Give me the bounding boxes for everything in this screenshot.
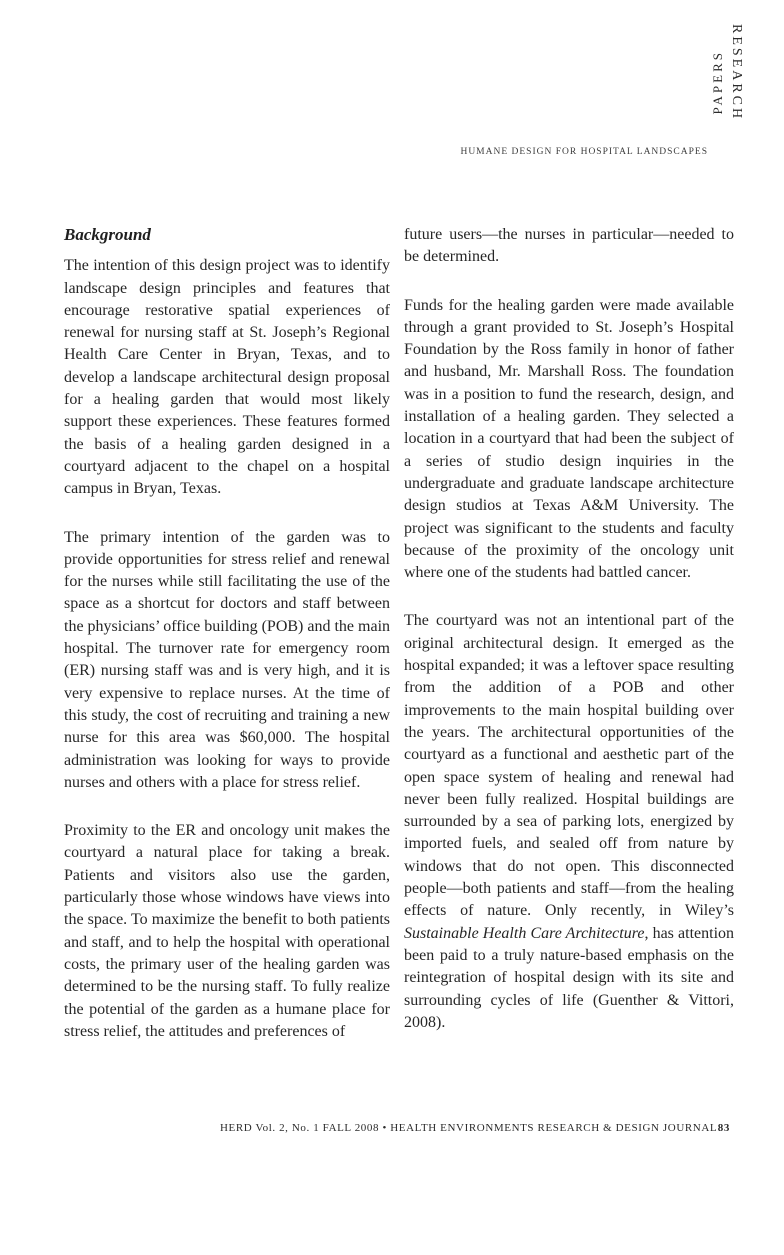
body-paragraph: future users—the nurses in particular—needed to be determined. xyxy=(404,226,734,266)
body-paragraph: The primary intention of the garden was to provide opportunities for stress relief and renewal for the nurses while still facilitating the use of the space as a shortcut for doctors and staff between the physicians’ office building (POB) and the main hospital. The turnover rate for emergency room (ER) nursing staff was and is very high, and it is very expensive to replace nurses. At the time of this study, the cost of recruiting and training a new nurse for this area was $60,000. The hospital administration was looking for ways to provide nurses and others with a place for stress relief. xyxy=(64,528,391,791)
paragraph-text: , has attention been paid to a truly nature-based emphasis on the reintegration of hospital design with its site and surrounding cycles of life (Guenther & Vittori, 2008). xyxy=(404,924,735,1031)
section-heading-background: Background xyxy=(64,225,151,244)
paragraph-text: The courtyard was not an intentional part of the original architectural design. It emerged as the hospital expanded; it was a leftover space resulting from the addition of a POB and other improvements to the main hospital building over the years. The architectural opportunities of the courtyard as a functional and aesthetic part of the open space system of healing and renewal had never been fully realized. Hospital buildings are surrounded by a sea of parking lots, energized by imported fuels, and sealed off from nature by windows that do not open. This disconnected people—both patients and staff—from the healing effects of nature. Only recently, in Wiley’s xyxy=(404,612,734,920)
body-paragraph: Funds for the healing garden were made available through a grant provided to St. Joseph’s Hospital Foundation by the Ross family in honor of father and husband, Mr. Marshall Ross. The foundation was in a position to fund the research, design, and installation of a healing garden. They selected a location in a courtyard that had been the subject of a series of studio design inquiries in the undergraduate and graduate landscape architecture design studios at Texas A&M University. The project was significant to the students and faculty because of the proximity of the oncology unit where one of the students had battled cancer. xyxy=(404,296,734,582)
body-paragraph: The intention of this design project was to identify landscape design principles and features that encourage restorative spatial experiences of renewal for nursing staff at St. Joseph’s Regional Health Care Center in Bryan, Texas, and to develop a landscape architectural design proposal for a healing garden that would most likely support these experiences. These features formed the basis of a healing garden designed in a courtyard adjacent to the chapel on a hospital campus in Bryan, Texas. xyxy=(64,257,390,498)
body-paragraph xyxy=(404,610,734,1034)
book-title-italic: Sustainable Health Care Architecture xyxy=(404,924,645,942)
left-column xyxy=(64,224,390,1043)
section-edge-tab xyxy=(710,24,744,121)
edge-tab-papers-label: PAPERS xyxy=(710,50,725,115)
running-head: HUMANE DESIGN FOR HOSPITAL LANDSCAPES xyxy=(460,147,708,157)
body-paragraph: Proximity to the ER and oncology unit makes the courtyard a natural place for taking a break. Patients and visitors also use the garden, particularly those whose windows have views into the space. To maximize the benefit to both patients and staff, and to help the hospital with operational costs, the primary user of the healing garden was determined to be the nursing staff. To fully realize the potential of the garden as a humane place for stress relief, the attitudes and preferences of xyxy=(64,822,390,1040)
page-number: 83 xyxy=(717,1122,730,1134)
edge-tab-research-label: RESEARCH xyxy=(729,24,744,122)
right-column xyxy=(404,224,734,1034)
journal-citation-line: HERD Vol. 2, No. 1 FALL 2008 • HEALTH ENVIRONMENTS RESEARCH & DESIGN JOURNAL xyxy=(220,1122,718,1134)
